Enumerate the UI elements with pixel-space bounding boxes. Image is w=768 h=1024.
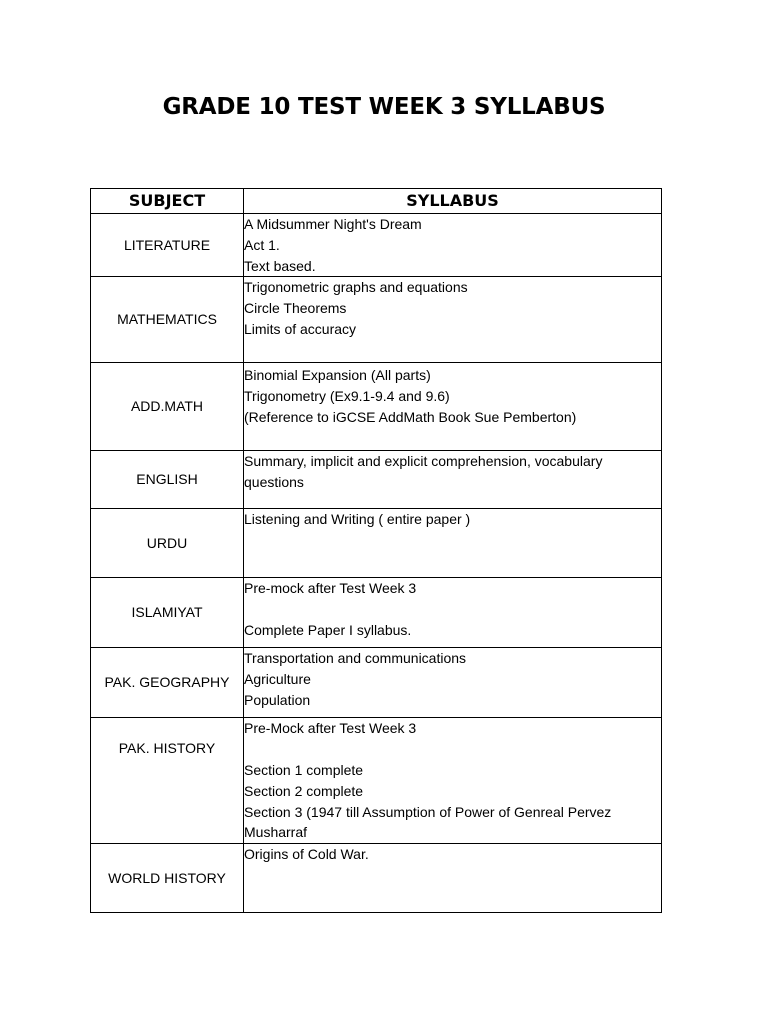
syllabus-line: Transportation and communications — [244, 650, 467, 667]
subject-cell: ADD.MATH — [91, 363, 244, 451]
syllabus-cell — [244, 451, 662, 509]
table-row — [91, 214, 662, 277]
syllabus-line: Pre-mock after Test Week 3 — [244, 580, 417, 597]
syllabus-cell — [244, 509, 662, 578]
subject-cell: ISLAMIYAT — [91, 578, 244, 648]
syllabus-line: Population — [244, 691, 311, 708]
table-row — [91, 363, 662, 451]
syllabus-line: Trigonometry (Ex9.1-9.4 and 9.6) — [244, 388, 450, 405]
syllabus-table — [90, 188, 662, 913]
syllabus-line: Agriculture — [244, 671, 311, 688]
syllabus-line: Binomial Expansion (All parts) — [244, 367, 431, 384]
subject-cell: WORLD HISTORY — [91, 844, 244, 913]
table-row — [91, 718, 662, 844]
syllabus-line: Section 2 complete — [244, 782, 364, 799]
syllabus-line: A Midsummer Night's Dream — [244, 216, 422, 232]
subject-cell: PAK. GEOGRAPHY — [91, 648, 244, 718]
syllabus-line: (Reference to iGCSE AddMath Book Sue Pemberton) — [244, 408, 577, 425]
syllabus-line: Origins of Cold War. — [244, 846, 369, 863]
table-row — [91, 451, 662, 509]
syllabus-cell — [244, 844, 662, 913]
syllabus-line: Section 1 complete — [244, 761, 364, 778]
subject-cell: PAK. HISTORY — [91, 718, 244, 844]
syllabus-cell — [244, 277, 662, 363]
syllabus-cell — [244, 214, 662, 277]
syllabus-cell — [244, 718, 662, 844]
header-subject: SUBJECT — [91, 189, 244, 214]
subject-cell: ENGLISH — [91, 451, 244, 509]
syllabus-line: Section 3 (1947 till Assumption of Power of Genreal Pervez Musharraf — [244, 803, 612, 841]
header-syllabus: SYLLABUS — [244, 189, 662, 214]
syllabus-line: Summary, implicit and explicit comprehension, vocabulary questions — [244, 453, 603, 491]
subject-cell: LITERATURE — [91, 214, 244, 277]
syllabus-line: Trigonometric graphs and equations — [244, 279, 468, 296]
table-row — [91, 844, 662, 913]
table-row — [91, 277, 662, 363]
syllabus-line: Act 1. — [244, 236, 280, 253]
table-row — [91, 509, 662, 578]
subject-cell: MATHEMATICS — [91, 277, 244, 363]
syllabus-line: Listening and Writing ( entire paper ) — [244, 511, 471, 528]
syllabus-cell — [244, 363, 662, 451]
subject-cell: URDU — [91, 509, 244, 578]
syllabus-cell — [244, 648, 662, 718]
syllabus-line: Circle Theorems — [244, 300, 347, 317]
table-header-row — [91, 189, 662, 214]
syllabus-line: Limits of accuracy — [244, 320, 357, 337]
syllabus-cell — [244, 578, 662, 648]
syllabus-line: Pre-Mock after Test Week 3 — [244, 720, 417, 737]
table-row — [91, 648, 662, 718]
table-row — [91, 578, 662, 648]
page-title: GRADE 10 TEST WEEK 3 SYLLABUS — [162, 94, 606, 120]
syllabus-line: Complete Paper I syllabus. — [244, 621, 412, 638]
syllabus-line: Text based. — [244, 257, 316, 274]
